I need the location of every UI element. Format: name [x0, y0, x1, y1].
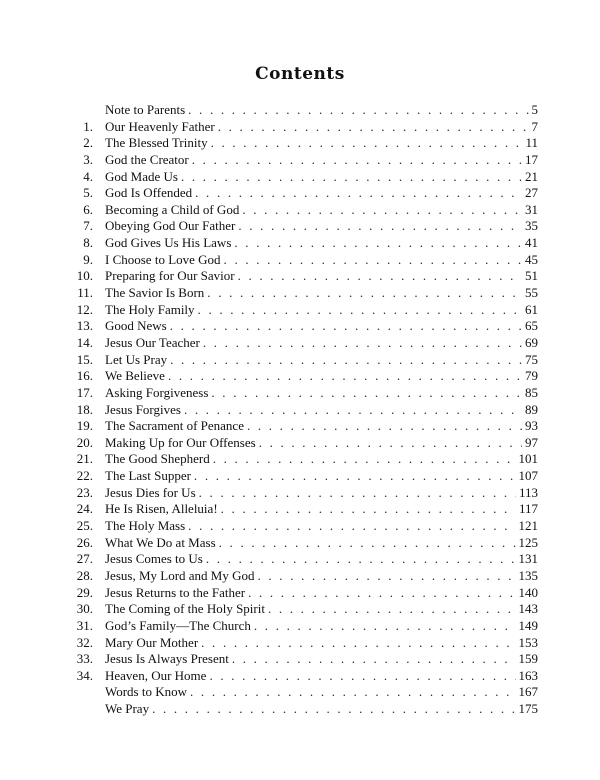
toc-entry-title: The Holy Family — [105, 301, 195, 317]
toc-entry — [60, 535, 538, 552]
toc-entry-number: 33. — [76, 651, 93, 667]
toc-entry-page: 55 — [525, 285, 538, 301]
toc-entry-title: Preparing for Our Savior — [105, 268, 235, 284]
toc-entry-page: 31 — [525, 201, 538, 217]
toc-entry-number: 13. — [76, 318, 93, 334]
toc-entry-title: He Is Risen, Alleluia! — [105, 501, 218, 517]
toc-dot-leader — [209, 668, 515, 685]
toc-entry-number: 11. — [77, 285, 93, 301]
toc-entry — [60, 318, 538, 335]
toc-entry-number: 14. — [76, 334, 93, 350]
toc-entry-number: 9. — [83, 251, 93, 267]
toc-dot-leader — [247, 418, 522, 435]
toc-dot-leader — [219, 535, 516, 552]
toc-dot-leader — [195, 185, 522, 202]
toc-dot-leader — [213, 451, 516, 468]
toc-dot-leader — [181, 169, 522, 186]
toc-entry — [60, 418, 538, 435]
toc-entry-title: What We Do at Mass — [105, 534, 216, 550]
toc-entry-page: 21 — [525, 168, 538, 184]
toc-entry-title: God Made Us — [105, 168, 178, 184]
toc-entry-title: Words to Know — [105, 684, 188, 700]
toc-entry-title: God Is Offended — [105, 185, 193, 201]
toc-entry — [60, 551, 538, 568]
toc-entry-title: The Holy Mass — [105, 518, 186, 534]
toc-entry-title: The Last Supper — [105, 468, 191, 484]
toc-entry — [60, 601, 538, 618]
toc-dot-leader — [194, 468, 516, 485]
toc-entry-title: Jesus Our Teacher — [105, 334, 200, 350]
toc-dot-leader — [248, 585, 515, 602]
toc-dot-leader — [184, 402, 522, 419]
toc-entry-title: The Blessed Trinity — [105, 135, 208, 151]
toc-entry-page: 17 — [525, 151, 538, 167]
toc-dot-leader — [188, 518, 515, 535]
toc-entry-page: 93 — [525, 418, 538, 434]
toc-entry-number: 17. — [76, 384, 93, 400]
table-of-contents — [60, 102, 538, 718]
toc-entry — [60, 119, 538, 136]
toc-entry-number: 22. — [76, 468, 93, 484]
toc-entry-number: 31. — [76, 617, 93, 633]
toc-entry-number: 12. — [76, 301, 93, 317]
toc-entry-title: Jesus Dies for Us — [105, 484, 196, 500]
toc-entry-number: 24. — [76, 501, 93, 517]
toc-entry-number: 32. — [76, 634, 93, 650]
toc-entry-number: 5. — [83, 185, 93, 201]
toc-dot-leader — [211, 135, 523, 152]
toc-dot-leader — [152, 701, 515, 718]
toc-entry-page: 85 — [525, 384, 538, 400]
toc-entry-page: 97 — [525, 434, 538, 450]
toc-entry-title: Good News — [105, 318, 167, 334]
toc-entry-title: Mary Our Mother — [105, 634, 199, 650]
toc-entry — [60, 385, 538, 402]
toc-entry-page: 113 — [518, 484, 538, 500]
page-title: Contents — [255, 64, 345, 84]
toc-dot-leader — [268, 601, 516, 618]
toc-entry-page: 51 — [525, 268, 538, 284]
toc-dot-leader — [190, 684, 515, 701]
toc-entry-title: Note to Parents — [105, 102, 186, 117]
toc-entry-title: The Good Shepherd — [105, 451, 210, 467]
toc-entry-page: 61 — [525, 301, 538, 317]
toc-entry-title: Asking Forgiveness — [105, 384, 209, 400]
toc-entry-title: God Gives Us His Laws — [105, 235, 232, 251]
toc-entry — [60, 135, 538, 152]
toc-entry-page: 159 — [518, 651, 538, 667]
toc-entry — [60, 668, 538, 685]
toc-entry-number: 20. — [76, 434, 93, 450]
toc-entry-title: Becoming a Child of God — [105, 201, 240, 217]
toc-dot-leader — [206, 551, 516, 568]
toc-entry-title: Jesus Forgives — [105, 401, 181, 417]
toc-entry-number: 29. — [76, 584, 93, 600]
toc-entry-page: 135 — [518, 567, 538, 583]
toc-entry-number: 27. — [76, 551, 93, 567]
toc-dot-leader — [211, 385, 522, 402]
toc-entry-page: 65 — [525, 318, 538, 334]
toc-entry-number: 16. — [76, 368, 93, 384]
toc-entry-number: 18. — [76, 401, 93, 417]
toc-entry-page: 121 — [518, 518, 538, 534]
toc-entry — [60, 501, 538, 518]
toc-dot-leader — [242, 202, 522, 219]
toc-entry-number: 1. — [83, 118, 93, 134]
toc-entry-page: 125 — [518, 534, 538, 550]
toc-entry-page: 89 — [525, 401, 538, 417]
toc-entry — [60, 335, 538, 352]
toc-entry-title: Jesus Comes to Us — [105, 551, 203, 567]
toc-entry-number: 21. — [76, 451, 93, 467]
toc-dot-leader — [259, 435, 522, 452]
toc-entry-page: 69 — [525, 334, 538, 350]
toc-entry — [60, 635, 538, 652]
toc-entry-page: 107 — [518, 468, 538, 484]
toc-entry-page: 35 — [525, 218, 538, 234]
toc-entry-number: 8. — [83, 235, 93, 251]
toc-dot-leader — [238, 218, 522, 235]
toc-entry-title: The Sacrament of Penance — [105, 418, 244, 434]
toc-dot-leader — [168, 368, 522, 385]
toc-entry — [60, 701, 538, 718]
toc-entry-number: 25. — [76, 518, 93, 534]
toc-entry-number: 23. — [76, 484, 93, 500]
toc-entry-page: 45 — [525, 251, 538, 267]
toc-entry-number: 4. — [83, 168, 93, 184]
toc-entry — [60, 468, 538, 485]
toc-entry — [60, 218, 538, 235]
toc-entry-page: 149 — [518, 617, 538, 633]
toc-entry-number: 34. — [76, 667, 93, 683]
toc-dot-leader — [201, 635, 515, 652]
toc-entry-page: 7 — [531, 118, 538, 134]
toc-entry-title: Obeying God Our Father — [105, 218, 236, 234]
toc-entry-title: Making Up for Our Offenses — [105, 434, 256, 450]
toc-dot-leader — [238, 268, 522, 285]
toc-entry-page: 131 — [518, 551, 538, 567]
toc-dot-leader — [254, 618, 516, 635]
toc-entry-number: 7. — [83, 218, 93, 234]
toc-entry-page: 75 — [525, 351, 538, 367]
toc-entry — [60, 152, 538, 169]
toc-entry-page: 27 — [525, 185, 538, 201]
toc-entry — [60, 202, 538, 219]
toc-dot-leader — [198, 302, 522, 319]
toc-entry — [60, 518, 538, 535]
toc-entry-page: 153 — [518, 634, 538, 650]
toc-entry — [60, 302, 538, 319]
toc-entry — [60, 102, 538, 119]
toc-dot-leader — [203, 335, 522, 352]
toc-entry-title: Heaven, Our Home — [105, 667, 207, 683]
toc-entry — [60, 402, 538, 419]
toc-entry-number: 26. — [76, 534, 93, 550]
toc-entry — [60, 585, 538, 602]
toc-dot-leader — [192, 152, 522, 169]
toc-entry-page: 79 — [525, 368, 538, 384]
toc-entry — [60, 252, 538, 269]
toc-entry-number: 30. — [76, 601, 93, 617]
toc-entry-number: 6. — [83, 201, 93, 217]
toc-entry — [60, 684, 538, 701]
toc-dot-leader — [199, 485, 516, 502]
toc-entry-title: God the Creator — [105, 151, 189, 167]
toc-entry-page: 117 — [518, 501, 538, 517]
toc-dot-leader — [224, 252, 522, 269]
toc-entry-number: 28. — [76, 567, 93, 583]
toc-entry-number: 10. — [76, 268, 93, 284]
toc-entry-title: God’s Family—The Church — [105, 617, 251, 633]
toc-entry — [60, 368, 538, 385]
toc-entry — [60, 618, 538, 635]
toc-entry-title: The Coming of the Holy Spirit — [105, 601, 265, 617]
toc-entry-page: 5 — [531, 102, 538, 117]
toc-entry-title: Jesus Returns to the Father — [105, 584, 246, 600]
toc-dot-leader — [188, 102, 528, 119]
toc-entry — [60, 285, 538, 302]
toc-entry-title: We Believe — [105, 368, 165, 384]
toc-entry-number: 15. — [76, 351, 93, 367]
toc-entry-page: 143 — [518, 601, 538, 617]
toc-entry — [60, 568, 538, 585]
toc-entry — [60, 169, 538, 186]
toc-entry-page: 41 — [525, 235, 538, 251]
toc-dot-leader — [258, 568, 516, 585]
toc-entry-number: 3. — [83, 151, 93, 167]
toc-dot-leader — [234, 235, 522, 252]
toc-entry-page: 11 — [525, 135, 538, 151]
toc-entry-page: 140 — [518, 584, 538, 600]
toc-entry-title: We Pray — [105, 701, 150, 717]
toc-entry-page: 163 — [518, 667, 538, 683]
toc-entry-page: 101 — [518, 451, 538, 467]
toc-entry-title: Let Us Pray — [105, 351, 168, 367]
toc-entry-number: 19. — [76, 418, 93, 434]
toc-entry-page: 175 — [518, 701, 538, 717]
toc-entry-title: Our Heavenly Father — [105, 118, 215, 134]
toc-entry — [60, 352, 538, 369]
toc-dot-leader — [207, 285, 522, 302]
toc-entry — [60, 485, 538, 502]
toc-dot-leader — [232, 651, 516, 668]
toc-entry — [60, 268, 538, 285]
toc-dot-leader — [170, 318, 522, 335]
toc-dot-leader — [170, 352, 522, 369]
toc-entry — [60, 435, 538, 452]
toc-entry-title: Jesus, My Lord and My God — [105, 567, 255, 583]
toc-entry-title: I Choose to Love God — [105, 251, 221, 267]
toc-dot-leader — [218, 119, 529, 136]
toc-entry-number: 2. — [83, 135, 93, 151]
toc-entry — [60, 235, 538, 252]
toc-entry — [60, 185, 538, 202]
toc-entry-title: Jesus Is Always Present — [105, 651, 229, 667]
toc-entry-page: 167 — [518, 684, 538, 700]
toc-entry — [60, 651, 538, 668]
toc-entry — [60, 451, 538, 468]
toc-entry-title: The Savior Is Born — [105, 285, 205, 301]
toc-dot-leader — [221, 501, 516, 518]
